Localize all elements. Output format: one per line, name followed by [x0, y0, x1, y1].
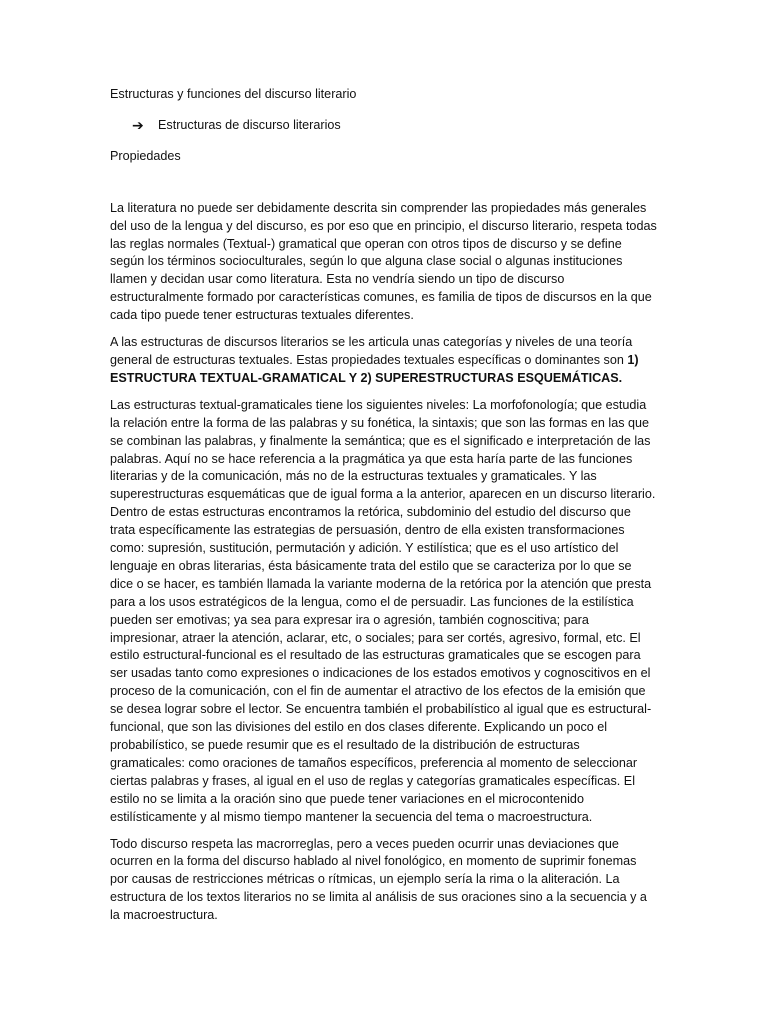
arrow-right-icon: ➔: [132, 116, 144, 133]
paragraph-2-intro: A las estructuras de discursos literarios se les articula unas categorías y niveles de una teoría general de estructuras textuales. Estas propiedades textuales específicas o dominantes son: [110, 335, 633, 367]
paragraph-2-bold: 1) ESTRUCTURA TEXTUAL-GRAMATICAL Y 2) SUPERESTRUCTURAS ESQUEMÁTICAS.: [110, 352, 639, 385]
paragraph-2: [110, 334, 658, 388]
subheading-row: [132, 117, 658, 135]
subheading: Estructuras de discurso literarios: [158, 117, 341, 132]
paragraph-4: Todo discurso respeta las macrorreglas, pero a veces pueden ocurrir unas deviaciones que ocurren en la forma del discurso hablado al nivel fonológico, en momento de suprimir fonemas por causas de restricciones métricas o rítmicas, un ejemplo sería la rima o la aliteración. La estructura de los textos literarios no se limita al análisis de sus oraciones sino a la secuencia y a la macroestructura.: [110, 836, 647, 923]
document-body: [110, 86, 658, 925]
paragraph-1: La literatura no puede ser debidamente descrita sin comprender las propiedades más generales del uso de la lengua y del discurso, es por eso que en principio, el discurso literario, respeta todas las reglas normales (Textual-) gramatical que operan con otros tipos de discurso y se define según los términos socioculturales, según lo que alguna clase social o algunas instituciones llamen y decidan usar como literatura. Esta no vendría siendo un tipo de discurso estructuralmente formado por características comunes, es familia de tipos de discursos en la que cada tipo puede tener estructuras textuales diferentes.: [110, 200, 657, 323]
paragraph-3: Las estructuras textual-gramaticales tiene los siguientes niveles: La morfofonología; que estudia la relación entre la forma de las palabras y su fonética, la sintaxis; que son las formas en las que se combinan las palabras, y finalmente la semántica; que es el significado e interpretación de las palabras. Aquí no se hace referencia a la pragmática ya que esta haría parte de las funciones literarias y de la comunicación, más no de la estructuras textuales y gramaticales. Y las superestructuras esquemáticas que de igual forma a la anterior, aparecen en un discurso literario. Dentro de estas estructuras encontramos la retórica, subdominio del estudio del discurso que trata específicamente las estrategias de persuasión, dentro de ella existen transformaciones como: supresión, sustitución, permutación y adición. Y estilística; que es el uso artístico del lenguaje en obras literarias, ésta básicamente trata del estilo que se caracteriza por lo que se dice o se hacer, es también llamada la variante moderna de la retórica por la atención que presta para a los usos estratégicos de la lengua, como el de persuadir. Las funciones de la estilística pueden ser emotivas; ya sea para expresar ira o agresión, también cognoscitiva; para impresionar, atraer la atención, aclarar, etc, o sociales; para ser cortés, agresivo, formal, etc. El estilo estructural-funcional es el resultado de las estructuras gramaticales que se escogen para ser usadas tanto como expresiones o indicaciones de los estados emotivos y cognoscitivos en el proceso de la comunicación, con el fin de aumentar el atractivo de los efectos de la emisión que se desea lograr sobre el lector. Se encuentra también el probabilístico al igual que es estructural-funcional, que son las divisiones del estilo en dos clases diferente. Explicando un poco el probabilístico, se puede resumir que es el resultado de la distribución de estructuras gramaticales: como oraciones de tamaños específicos, preferencia al momento de seleccionar ciertas palabras y frases, al igual en el uso de reglas y categorías gramaticales específicas. El estilo no se limita a la oración sino que puede tener variaciones en el microcontenido estilísticamente y al mismo tiempo mantener la secuencia del tema o macroestructura.: [110, 397, 656, 824]
document-title: Estructuras y funciones del discurso literario: [110, 87, 357, 101]
section-title: Propiedades: [110, 148, 181, 163]
